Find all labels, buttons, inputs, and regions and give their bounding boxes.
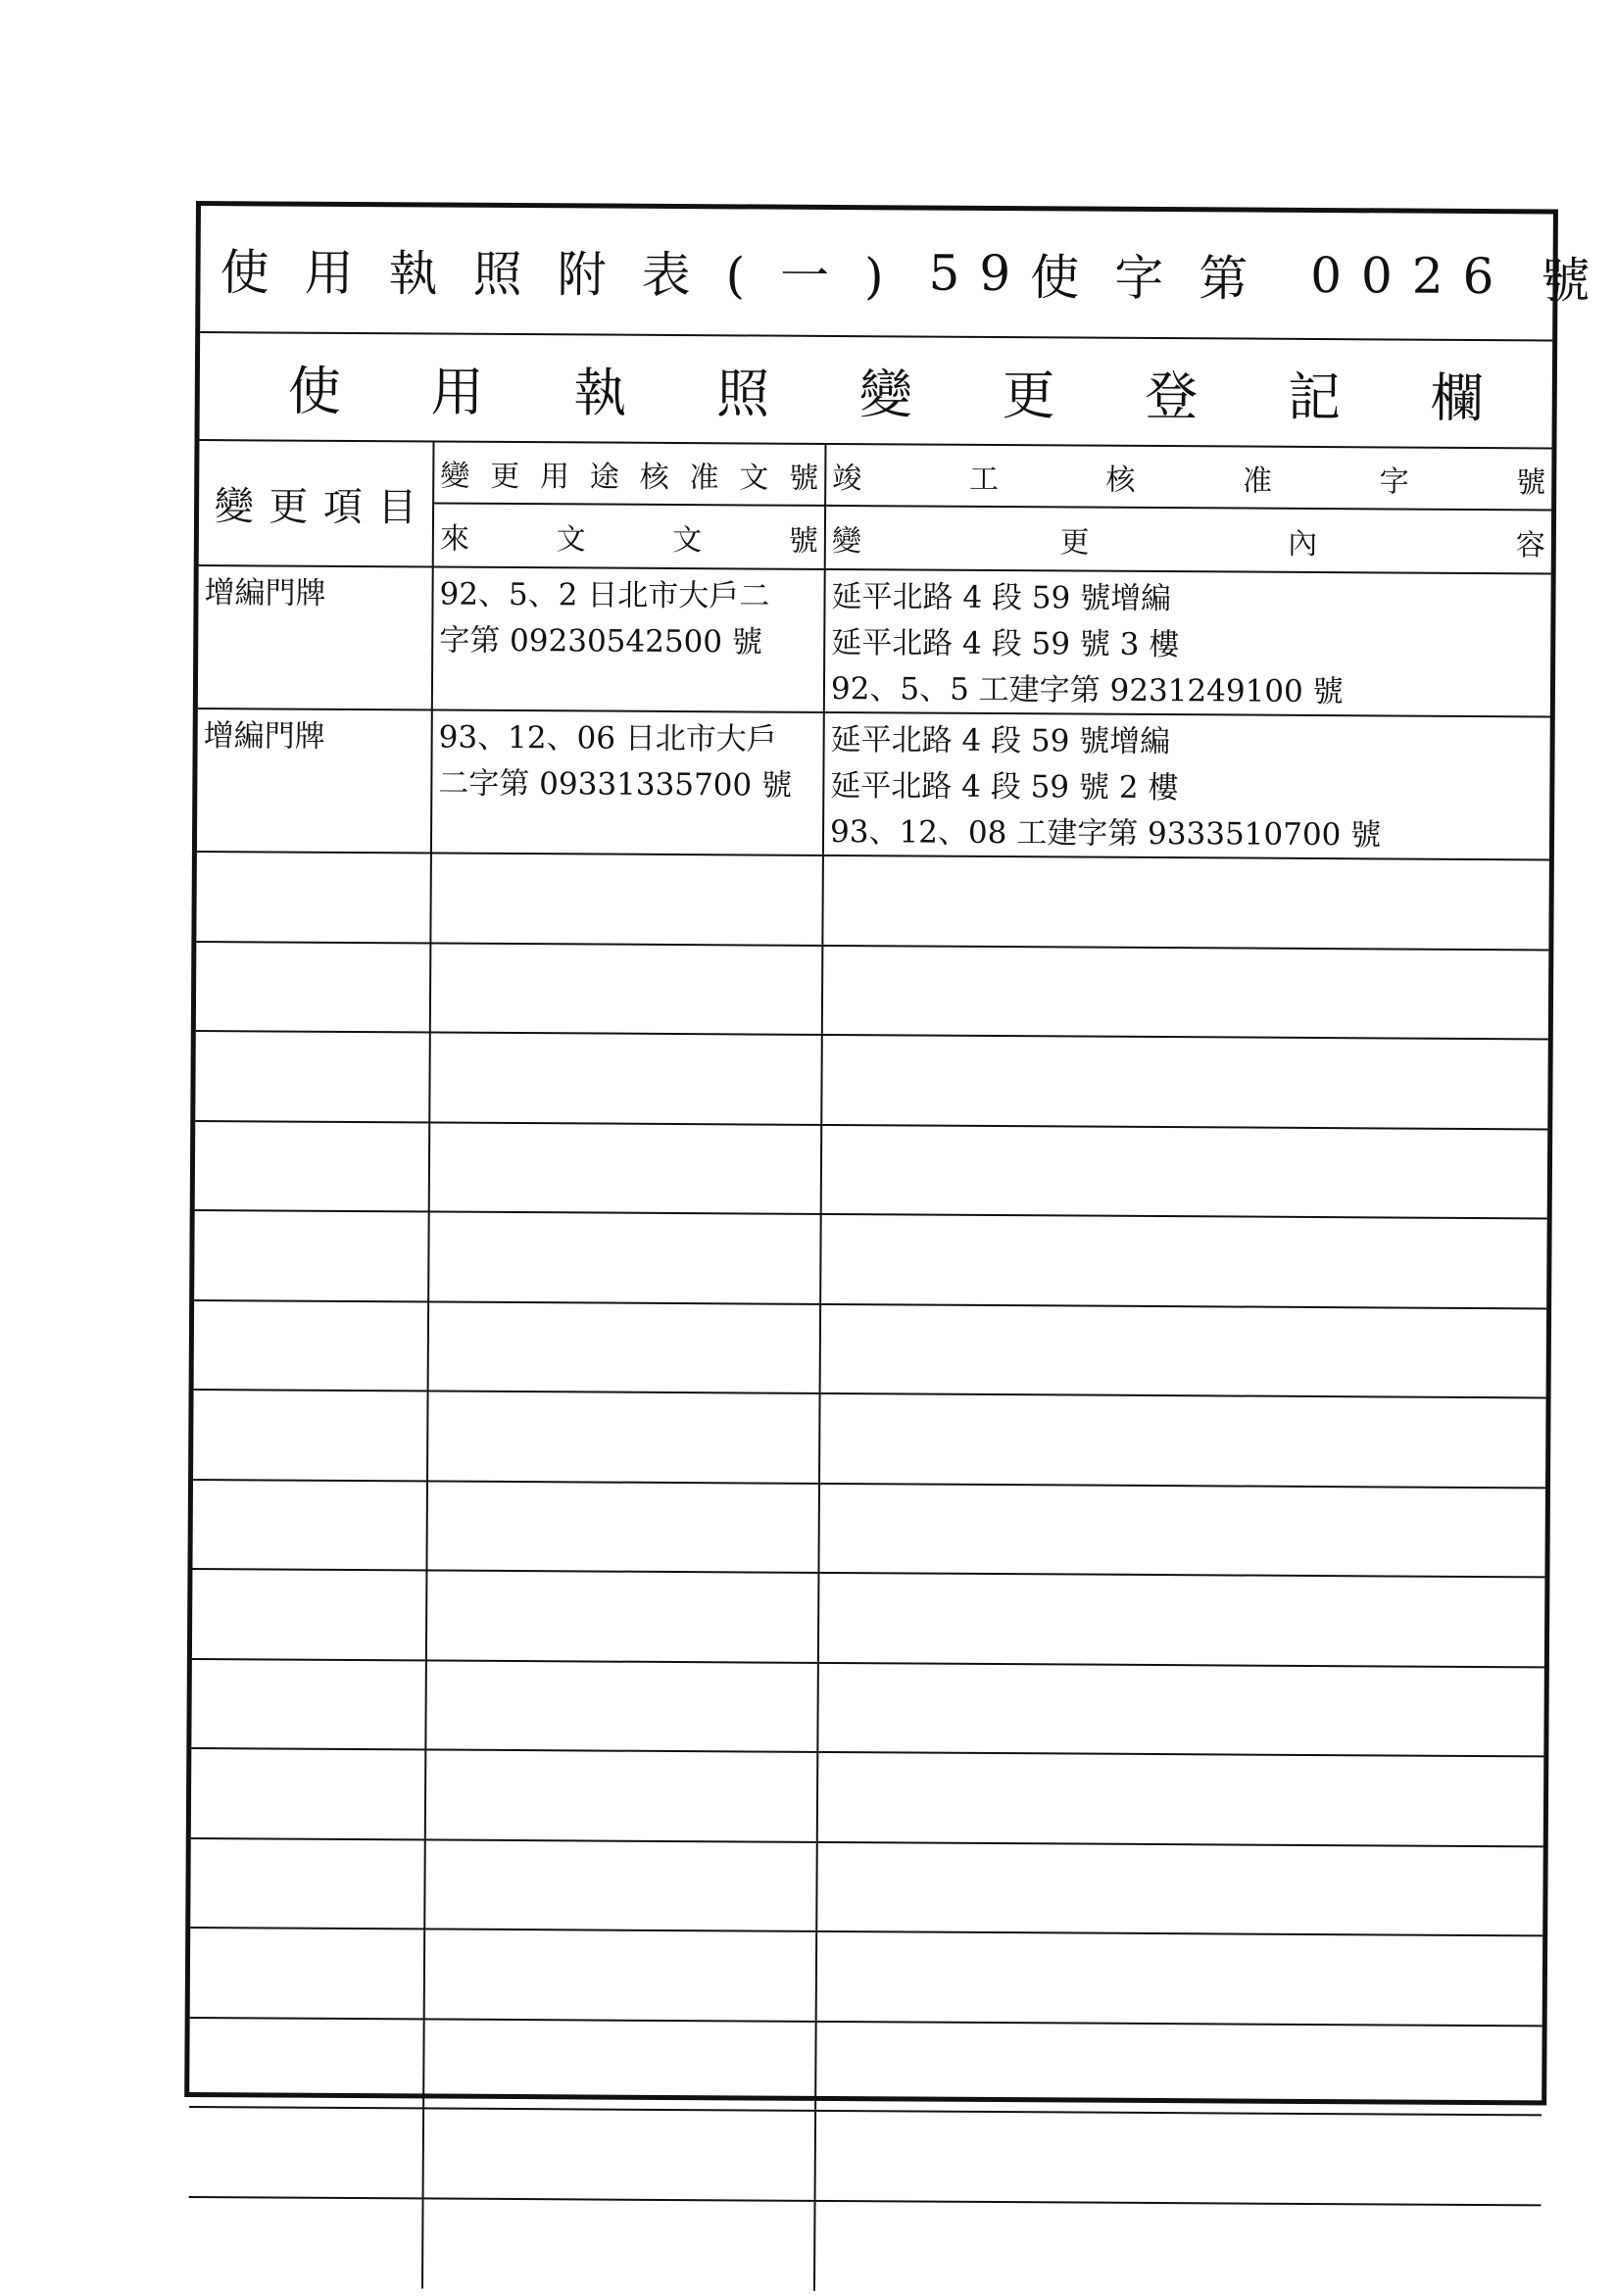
- change-content-cell: [816, 2022, 1542, 2114]
- change-content-cell: [825, 570, 1551, 716]
- change-content-cell-line: 延平北路 4 段 59 號 2 樓: [830, 767, 1179, 806]
- change-item-cell: [189, 2108, 425, 2197]
- section-title-char: 照: [715, 362, 770, 425]
- doc-number-cell-line: 93、12、06 日北市大戶: [438, 719, 777, 757]
- change-content-cell: [817, 1842, 1543, 1934]
- table-row: [190, 1838, 1543, 1936]
- header-char: 變: [831, 523, 861, 559]
- header-change-content: [826, 507, 1551, 573]
- change-content-cell: [817, 1932, 1543, 2025]
- doc-number-cell: [431, 854, 824, 944]
- doc-number-cell: [424, 2020, 817, 2110]
- change-item-cell: [189, 2018, 425, 2107]
- change-item-cell: [192, 1481, 428, 1570]
- permit-label: 使字第: [1030, 249, 1284, 308]
- section-title-char: 變: [858, 363, 912, 425]
- change-content-cell-line: 延平北路 4 段 59 號增編: [831, 578, 1172, 617]
- change-item-cell: [193, 1391, 429, 1480]
- header-incoming-doc-number: [434, 504, 826, 567]
- doc-number-cell: [424, 2109, 817, 2199]
- section-title-char: 用: [430, 360, 484, 423]
- change-content-cell-line: 92、5、5 工建字第 9231249100 號: [830, 670, 1344, 710]
- header-char: 工: [968, 462, 999, 497]
- doc-number-cell: [429, 1302, 822, 1392]
- section-title: [200, 333, 1553, 449]
- doc-number-cell: [427, 1571, 820, 1661]
- change-content-cell: [819, 1484, 1545, 1576]
- header-char: 文: [556, 521, 586, 557]
- change-item-cell: [194, 1211, 430, 1300]
- change-item-cell: [191, 1749, 427, 1838]
- change-item-cell: [198, 566, 434, 708]
- doc-number-cell-line: 92、5、2 日北市大戶二: [439, 576, 770, 614]
- usage-permit-form: [184, 201, 1591, 2105]
- change-content-cell: [818, 1663, 1544, 1755]
- header-char: 字: [1379, 464, 1409, 500]
- table-row: [196, 943, 1549, 1041]
- doc-number-cell: [427, 1482, 820, 1572]
- change-item-cell: [192, 1570, 428, 1659]
- header-char: 准: [1242, 464, 1273, 499]
- table-row: [192, 1570, 1545, 1668]
- header-char: 來: [439, 521, 470, 557]
- table-row: [195, 1032, 1548, 1130]
- doc-number-cell: [431, 944, 824, 1034]
- header-char: 核: [639, 460, 669, 495]
- change-content-cell: [821, 1215, 1547, 1307]
- change-content-cell: [818, 1753, 1544, 1845]
- header-char: 項: [322, 484, 363, 530]
- header-char: 文: [672, 522, 703, 558]
- doc-number-cell: [428, 1392, 821, 1482]
- change-content-cell: [822, 1125, 1548, 1217]
- table-row: [195, 1122, 1548, 1220]
- header-char: 號: [789, 461, 819, 496]
- header-change-item: [199, 441, 435, 565]
- header-char: 更: [1059, 524, 1090, 561]
- doc-number-cell-line: 二字第 09331335700 號: [438, 765, 793, 804]
- header-char: 號: [1516, 464, 1546, 500]
- permit-suffix: 號: [1541, 252, 1591, 310]
- permit-number: 0026: [1310, 246, 1514, 306]
- doc-number-cell: [432, 710, 825, 854]
- doc-number-cell-line: 字第 09230542500 號: [439, 622, 763, 660]
- section-title-char: 欄: [1430, 366, 1484, 429]
- change-content-cell: [823, 856, 1549, 949]
- change-content-cell: [819, 1574, 1545, 1666]
- header-char: 變: [440, 459, 470, 494]
- change-item-cell: [196, 943, 432, 1032]
- header-char: 更: [269, 483, 309, 530]
- section-title-char: 執: [573, 361, 627, 424]
- header-char: 容: [1515, 527, 1545, 562]
- table-row: [188, 2197, 1542, 2295]
- header-completion-number: [826, 445, 1551, 512]
- table-row: [193, 1391, 1546, 1489]
- change-content-cell-line: 93、12、08 工建字第 9333510700 號: [829, 813, 1382, 854]
- change-item-cell-line: 增編門牌: [204, 575, 326, 611]
- doc-number-cell: [426, 1661, 819, 1751]
- form-title-text: 使用執照附表(一): [220, 244, 919, 306]
- change-item-cell: [188, 2197, 424, 2288]
- change-item-cell: [195, 1122, 431, 1211]
- header-char: 途: [589, 459, 619, 495]
- change-item-cell: [190, 1929, 426, 2018]
- header-char: 號: [788, 523, 818, 559]
- table-row: [191, 1749, 1544, 1847]
- table-row: [189, 2108, 1542, 2206]
- header-char: 用: [539, 459, 570, 494]
- header-char: 竣: [832, 461, 862, 496]
- form-title: [200, 206, 1591, 341]
- table-row: [191, 1660, 1544, 1758]
- doc-number-cell: [429, 1212, 822, 1302]
- change-content-cell-line: 延平北路 4 段 59 號 3 樓: [831, 624, 1180, 663]
- section-title-char: 記: [1287, 366, 1342, 428]
- table-row: [194, 1301, 1547, 1399]
- header-char: 文: [739, 460, 769, 496]
- doc-number-cell: [430, 1123, 823, 1213]
- section-title-char: 使: [287, 360, 342, 422]
- change-content-cell: [821, 1304, 1547, 1396]
- table-row: [198, 566, 1551, 717]
- change-item-cell: [190, 1838, 426, 1928]
- header-char: 准: [689, 460, 719, 495]
- header-char: 目: [377, 484, 417, 530]
- table-row: [190, 1929, 1543, 2027]
- table-row: [197, 709, 1550, 860]
- table-row: [189, 2018, 1542, 2116]
- doc-number-cell: [433, 567, 826, 710]
- doc-number-cell: [423, 2199, 816, 2291]
- header-char: 變: [214, 483, 254, 529]
- change-content-cell: [815, 2201, 1542, 2295]
- change-item-cell: [196, 853, 432, 942]
- change-records: [189, 566, 1550, 2100]
- header-approval-doc-number: [434, 442, 826, 506]
- doc-number-cell: [425, 1930, 818, 2020]
- change-item-cell: [191, 1660, 427, 1749]
- table-header: [199, 441, 1552, 574]
- doc-number-cell: [426, 1750, 819, 1840]
- change-content-cell: [824, 713, 1550, 859]
- doc-number-cell: [425, 1840, 818, 1930]
- table-row: [196, 853, 1549, 951]
- permit-year: 59: [928, 244, 1031, 303]
- change-item-cell: [194, 1301, 430, 1391]
- change-content-cell: [820, 1394, 1546, 1487]
- change-content-cell: [816, 2112, 1542, 2204]
- header-char: 核: [1105, 463, 1136, 498]
- table-row: [194, 1211, 1547, 1309]
- header-char: 內: [1288, 526, 1318, 562]
- section-title-char: 更: [1002, 364, 1055, 426]
- change-item-cell-line: 增編門牌: [203, 718, 325, 755]
- change-content-cell-line: 延平北路 4 段 59 號增編: [830, 721, 1171, 760]
- change-item-cell: [195, 1032, 431, 1121]
- change-content-cell: [822, 1036, 1548, 1128]
- table-row: [192, 1481, 1545, 1579]
- doc-number-cell: [430, 1033, 823, 1123]
- change-content-cell: [823, 946, 1549, 1038]
- header-char: 更: [490, 459, 520, 494]
- section-title-char: 登: [1145, 365, 1199, 427]
- change-item-cell: [197, 709, 433, 852]
